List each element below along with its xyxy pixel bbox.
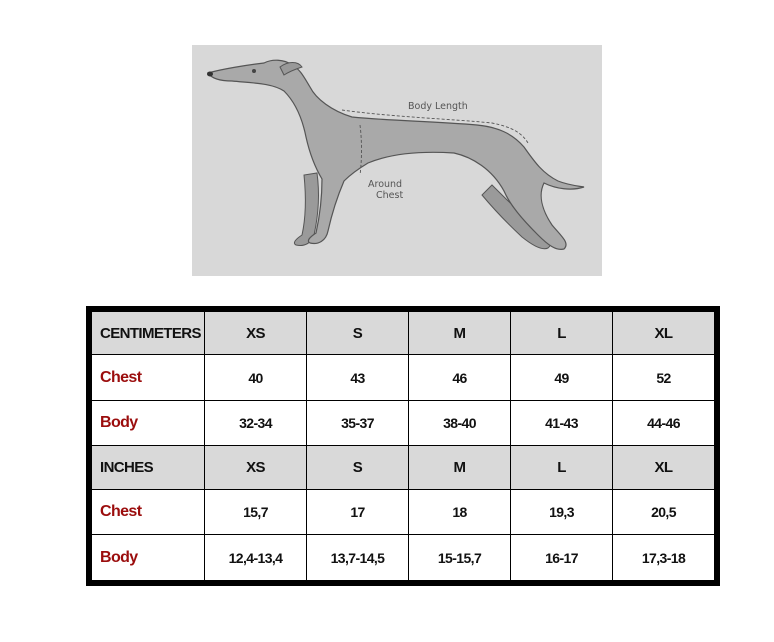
size-label: S	[307, 312, 409, 355]
size-chart	[86, 306, 720, 586]
table-cell: 41-43	[511, 400, 613, 446]
unit-label: CENTIMETERS	[92, 312, 205, 355]
table-cell: 32-34	[205, 400, 307, 446]
table-cell: 15,7	[205, 489, 307, 535]
size-table	[91, 311, 715, 581]
table-cell: 17	[307, 489, 409, 535]
table-cell: 17,3-18	[613, 535, 715, 581]
inches-header-row	[92, 446, 715, 489]
measure-label: Chest	[92, 489, 205, 535]
chest-label: Chest	[376, 190, 404, 201]
table-cell: 15-15,7	[409, 535, 511, 581]
size-label: XS	[205, 446, 307, 489]
table-row	[92, 400, 715, 446]
table-cell: 44-46	[613, 400, 715, 446]
table-cell: 38-40	[409, 400, 511, 446]
table-row	[92, 535, 715, 581]
measure-label: Chest	[92, 355, 205, 401]
table-cell: 43	[307, 355, 409, 401]
table-cell: 46	[409, 355, 511, 401]
dog-silhouette	[208, 60, 584, 249]
table-row	[92, 489, 715, 535]
around-label: Around	[368, 179, 403, 190]
size-label: S	[307, 446, 409, 489]
body-length-label: Body Length	[408, 101, 468, 112]
dog-measurement-diagram	[192, 45, 602, 276]
table-cell: 52	[613, 355, 715, 401]
table-cell: 19,3	[511, 489, 613, 535]
table-cell: 16-17	[511, 535, 613, 581]
table-cell: 12,4-13,4	[205, 535, 307, 581]
table-row	[92, 355, 715, 401]
size-label: L	[511, 312, 613, 355]
size-label: XL	[613, 446, 715, 489]
table-cell: 35-37	[307, 400, 409, 446]
measure-label: Body	[92, 400, 205, 446]
table-cell: 40	[205, 355, 307, 401]
greyhound-illustration	[192, 45, 602, 276]
size-label: M	[409, 446, 511, 489]
table-cell: 13,7-14,5	[307, 535, 409, 581]
size-label: XL	[613, 312, 715, 355]
size-label: L	[511, 446, 613, 489]
size-label: M	[409, 312, 511, 355]
unit-label: INCHES	[92, 446, 205, 489]
table-cell: 49	[511, 355, 613, 401]
size-label: XS	[205, 312, 307, 355]
table-cell: 18	[409, 489, 511, 535]
table-cell: 20,5	[613, 489, 715, 535]
centimeters-header-row	[92, 312, 715, 355]
measure-label: Body	[92, 535, 205, 581]
